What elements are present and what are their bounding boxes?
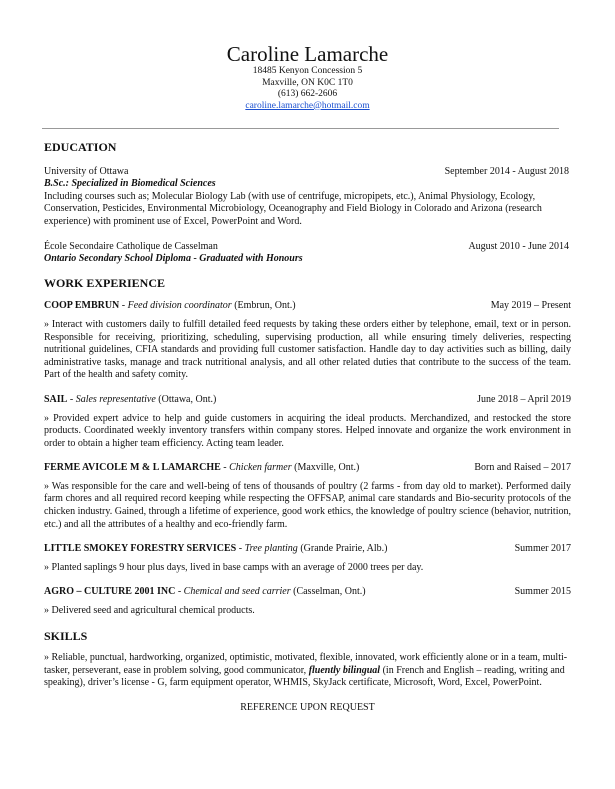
skills-heading: SKILLS — [44, 628, 88, 643]
job-location: (Ottawa, Ont.) — [155, 393, 217, 405]
school-name: University of Ottawa — [44, 165, 129, 177]
job-location: (Maxville, Ont.) — [294, 462, 360, 474]
candidate-name: Caroline Lamarche — [226, 42, 389, 66]
job-entry — [44, 543, 571, 574]
job-org: FERME AVICOLE M & L LAMARCHE — [44, 462, 221, 474]
job-separator: - — [119, 300, 128, 312]
job-role: Feed division coordinator — [127, 300, 232, 312]
address-line-2: Maxville, ON K0C 1T0 — [262, 77, 353, 88]
job-entry — [44, 394, 571, 450]
job-location: (Embrun, Ont.) — [231, 300, 296, 312]
education-dates: August 2010 - June 2014 — [468, 240, 569, 252]
job-role: Chemical and seed carrier — [183, 586, 291, 598]
job-description: » Planted saplings 9 hour plus days, lived in base camps with an average of 2000 trees per day. — [44, 561, 424, 573]
job-separator: - — [220, 462, 230, 474]
job-entry — [44, 300, 571, 382]
job-org: AGRO – CULTURE 2001 INC — [44, 586, 176, 598]
job-dates: Summer 2017 — [514, 543, 571, 555]
job-dates: May 2019 – Present — [490, 300, 571, 312]
phone-number: (613) 662-2606 — [277, 89, 338, 99]
job-separator: - — [175, 586, 184, 598]
job-entry — [44, 586, 571, 617]
job-dates: June 2018 – April 2019 — [477, 393, 571, 405]
job-dates: Summer 2015 — [514, 586, 571, 598]
work-experience-heading: WORK EXPERIENCE — [44, 275, 166, 290]
job-dates: Born and Raised – 2017 — [474, 462, 571, 474]
education-entry — [44, 166, 571, 229]
school-name: École Secondaire Catholique de Casselman — [44, 240, 218, 252]
skills-emphasis: fluently bilingual — [308, 664, 381, 676]
job-location: (Casselman, Ont.) — [290, 586, 366, 598]
skills-text — [44, 652, 571, 690]
job-entry — [44, 462, 571, 531]
job-role: Sales representative — [75, 393, 156, 405]
job-description: » Delivered seed and agricultural chemical products. — [44, 605, 255, 617]
job-location: (Grande Prairie, Alb.) — [297, 543, 388, 555]
education-heading: EDUCATION — [44, 140, 117, 154]
reference-note: REFERENCE UPON REQUEST — [240, 702, 375, 713]
education-entry — [44, 241, 571, 266]
job-org: LITTLE SMOKEY FORESTRY SERVICES — [44, 543, 237, 555]
resume-header — [44, 0, 571, 112]
job-org: SAIL — [44, 393, 68, 405]
job-description: » Interact with customers daily to fulfill detailed feed requests by taking these orders either by telephone, email, text or in person. Responsible for receiving, prioritizing, scheduling, supervising production, all while ensuring timely deliveries, respecting nutritional guidelines, CFIA standards and providing full customer satisfaction. Handle day to day activities such as billing, daily administrative tasks, manage and track nutritional analysis, and all other related duties that contribute to the success of the team. Part of the health and safety comity. — [44, 318, 571, 381]
skills-text-before: » Reliable, punctual, hardworking, organized, optimistic, motivated, flexible, innovated, work efficiently alone or in a team, multi-tasker, perseverant, ease in problem solving, good communicator, — [44, 652, 568, 676]
address-line-1: 18485 Kenyon Concession 5 — [252, 66, 363, 76]
job-separator: - — [236, 543, 245, 555]
education-details: Including courses such as; Molecular Biology Lab (with use of centrifuge, micropipets, etc.), Animal Physiology, Ecology, Conservation, Pesticides, Environmental Microbiology, Oceanography and Field Biology in Colorado and Arizona (research experience) with prominent use of Excel, PowerPoint and Word. — [44, 190, 542, 227]
job-separator: - — [67, 393, 76, 405]
job-description: » Was responsible for the care and well-being of tens of thousands of poultry (2 farms - from day old to market). Performed daily farm chores and all required record keeping while respecting the OFFSAP, animal care standards and Bio-security protocols of the chicken industry. Gained, through a lifetime of experience, good work ethics, the knowledge of poultry science (behavior, nutrition, etc.) and all the attributes of a healthy and eco-friendly farm. — [44, 480, 571, 530]
degree-title: Ontario Secondary School Diploma - Graduated with Honours — [44, 253, 303, 265]
degree-title: B.Sc.: Specialized in Biomedical Sciences — [44, 178, 216, 190]
education-dates: September 2014 - August 2018 — [444, 165, 569, 177]
job-description: » Provided expert advice to help and guide customers in acquiring the ideal products. Merchandized, and restocked the store products. Coordinated weekly inventory transfers within company stores. Helped innovate and organize the work environment in order to obtain a higher team efficiency. Acting team leader. — [44, 412, 571, 449]
job-role: Chicken farmer — [229, 462, 295, 474]
email-link[interactable]: caroline.lamarche@hotmail.com — [245, 100, 370, 111]
job-org: COOP EMBRUN — [44, 300, 120, 312]
skills-text-after: (in French and English – reading, writing and speaking), driver’s license - G, farm equipment operator, WHMIS, SkyJack certificate, Microsoft, Word, Excel, PowerPoint. — [44, 664, 565, 689]
job-role: Tree planting — [244, 543, 298, 555]
header-divider — [42, 128, 559, 129]
